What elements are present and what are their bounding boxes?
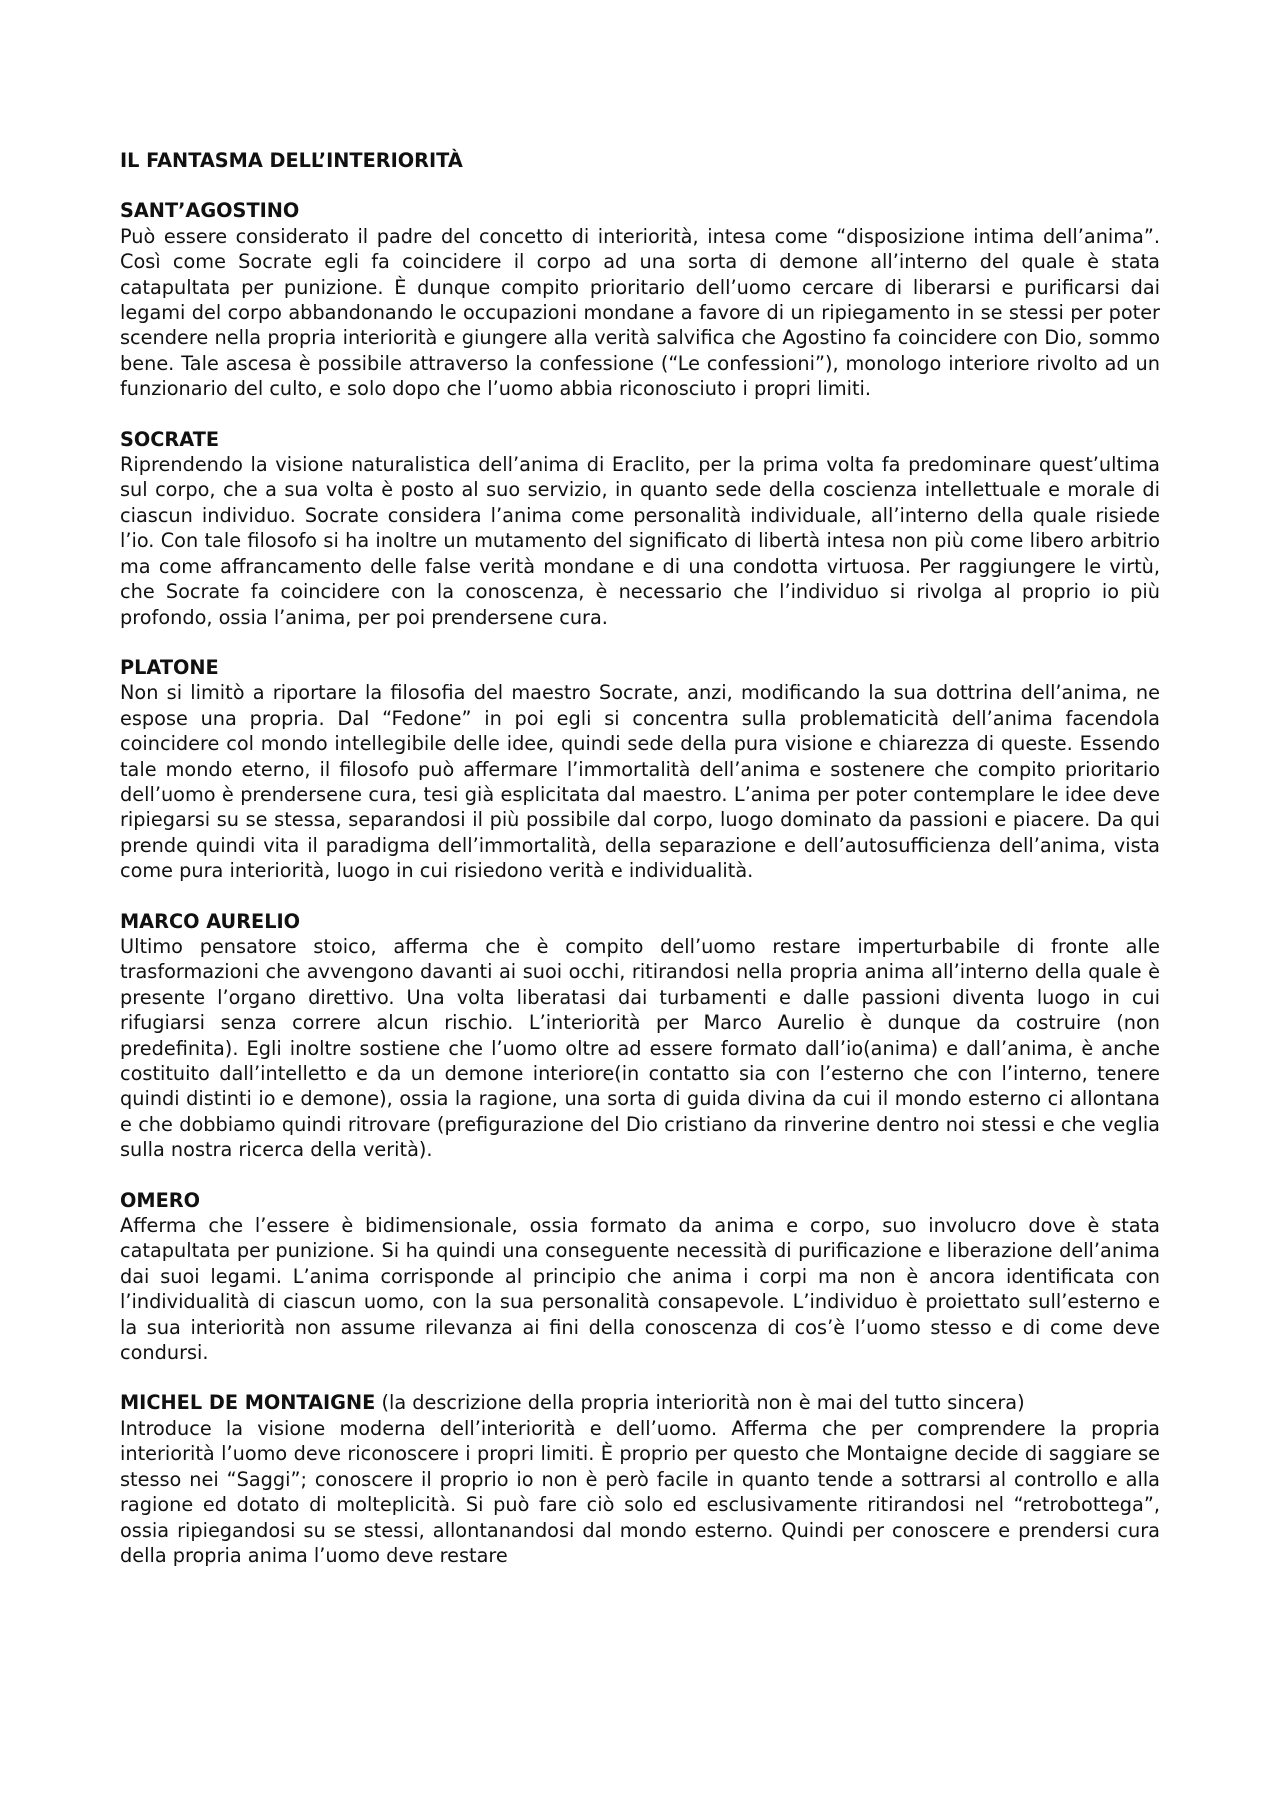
document-page [120, 148, 1160, 1593]
section-marco-aurelio [120, 909, 1160, 1163]
section-heading-label: MICHEL DE MONTAIGNE [120, 1391, 376, 1415]
section-heading-with-note [120, 1390, 1160, 1415]
section-omero [120, 1188, 1160, 1366]
section-heading: SANT’AGOSTINO [120, 199, 300, 223]
section-heading: MARCO AURELIO [120, 909, 301, 933]
section-heading: PLATONE [120, 655, 219, 679]
section-heading-note: (la descrizione della propria interiorità non è mai del tutto sincera) [375, 1391, 1025, 1415]
section-heading: OMERO [120, 1188, 200, 1212]
section-sant-agostino [120, 198, 1160, 401]
section-platone [120, 655, 1160, 884]
document-title: IL FANTASMA DELL’INTERIORITÀ [120, 149, 463, 172]
section-body: Non si limitò a riportare la filosofia del maestro Socrate, anzi, modificando la sua dottrina dell’anima, ne espose una propria. Dal “Fedone” in poi egli si concentra sulla problematicità dell’anima facendola coincidere col mondo intellegibile delle idee, quindi sede della pura visione e chiarezza di queste. Essendo tale mondo eterno, il filosofo può affermare l’immortalità dell’anima e sostenere che compito prioritario dell’uomo è prendersene cura, tesi già esplicitata dal maestro. L’anima per poter contemplare le idee deve ripiegarsi su se stessa, separandosi il più possibile dal corpo, luogo dominato da passioni e piacere. Da qui prende quindi vita il paradigma dell’immortalità, della separazione e dell’autosufficienza dell’anima, vista come pura interiorità, luogo in cui risiedono verità e individualità. [120, 681, 1160, 883]
section-michel-de-montaigne [120, 1390, 1160, 1568]
section-socrate [120, 427, 1160, 630]
section-body: Riprendendo la visione naturalistica dell’anima di Eraclito, per la prima volta fa predominare quest’ultima sul corpo, che a sua volta è posto al suo servizio, in quanto sede della coscienza intellettuale e morale di ciascun individuo. Socrate considera l’anima come personalità individuale, all’interno della quale risiede l’io. Con tale filosofo si ha inoltre un mutamento del significato di libertà intesa non più come libero arbitrio ma come affrancamento delle false verità mondane e di una condotta virtuosa. Per raggiungere le virtù, che Socrate fa coincidere con la conoscenza, è necessario che l’individuo si rivolga al proprio io più profondo, ossia l’anima, per poi prendersene cura. [120, 453, 1160, 629]
section-body: Può essere considerato il padre del concetto di interiorità, intesa come “disposizione intima dell’anima”. Così come Socrate egli fa coincidere il corpo ad una sorta di demone all’interno del quale è stata catapultata per punizione. È dunque compito prioritario dell’uomo cercare di liberarsi e purificarsi dai legami del corpo abbandonando le occupazioni mondane a favore di un ripiegamento in se stessi per poter scendere nella propria interiorità e giungere alla verità salvifica che Agostino fa coincidere con Dio, sommo bene. Tale ascesa è possibile attraverso la confessione (“Le confessioni”), monologo interiore rivolto ad un funzionario del culto, e solo dopo che l’uomo abbia riconosciuto i propri limiti. [120, 224, 1160, 401]
section-heading: SOCRATE [120, 427, 220, 451]
section-body: Introduce la visione moderna dell’interiorità e dell’uomo. Afferma che per comprendere la propria interiorità l’uomo deve riconoscere i propri limiti. È proprio per questo che Montaigne decide di saggiare se stesso nei “Saggi”; conoscere il proprio io non è però facile in quanto tende a sottrarsi al controllo e alla ragione ed dotato di molteplicità. Si può fare ciò solo ed esclusivamente ritirandosi nel “retrobottega”, ossia ripiegandosi su se stessi, allontanandosi dal mondo esterno. Quindi per conoscere e prendersi cura della propria anima l’uomo deve restare [120, 1416, 1160, 1567]
section-body: Ultimo pensatore stoico, afferma che è compito dell’uomo restare imperturbabile di fronte alle trasformazioni che avvengono davanti ai suoi occhi, ritirandosi nella propria anima all’interno della quale è presente l’organo direttivo. Una volta liberatasi dai turbamenti e dalle passioni diventa luogo in cui rifugiarsi senza correre alcun rischio. L’interiorità per Marco Aurelio è dunque da costruire (non predefinita). Egli inoltre sostiene che l’uomo oltre ad essere formato dall’io(anima) e dall’anima, è anche costituito dall’intelletto e da un demone interiore(in contatto sia con l’esterno che con l’interno, tenere quindi distinti io e demone), ossia la ragione, una sorta di guida divina da cui il mondo esterno ci allontana e che dobbiamo quindi ritrovare (prefigurazione del Dio cristiano da rinverine dentro noi stessi e che veglia sulla nostra ricerca della verità). [120, 934, 1160, 1162]
section-body: Afferma che l’essere è bidimensionale, ossia formato da anima e corpo, suo involucro dove è stata catapultata per punizione. Si ha quindi una conseguente necessità di purificazione e liberazione dell’anima dai suoi legami. L’anima corrisponde al principio che anima i corpi ma non è ancora identificata con l’individualità di ciascun uomo, con la sua personalità consapevole. L’individuo è proiettato sull’esterno e la sua interiorità non assume rilevanza ai fini della conoscenza di cos’è l’uomo stesso e di come deve condursi. [120, 1214, 1160, 1365]
